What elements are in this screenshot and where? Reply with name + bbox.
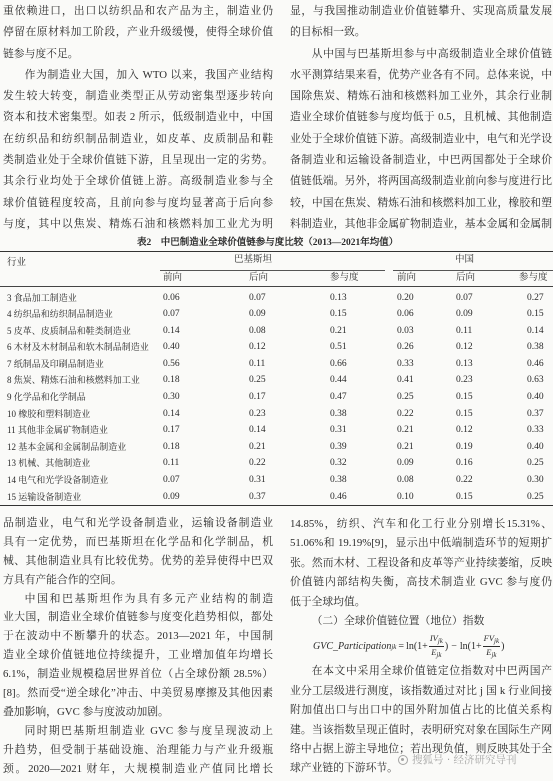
text-line: 球产业链的下游环节。 bbox=[290, 762, 398, 775]
sohu-logo-icon bbox=[398, 755, 408, 765]
pakistan-value-cell: 0.11 bbox=[249, 358, 266, 369]
industry-label: 10 橡胶和塑料制造业 bbox=[7, 408, 91, 419]
pakistan-value-cell: 0.08 bbox=[249, 325, 266, 336]
china-group-header bbox=[389, 252, 553, 271]
pakistan-value-cell: 0.07 bbox=[249, 292, 266, 303]
industry-label: 11 其他非金属矿物制造业 bbox=[7, 425, 108, 436]
formula-close: ) bbox=[501, 641, 505, 653]
formula-num-fv: FV bbox=[483, 633, 495, 644]
china-value-cell: 0.06 bbox=[397, 309, 414, 320]
pakistan-value-cell: 0.17 bbox=[249, 392, 266, 403]
table-row bbox=[0, 323, 553, 340]
table-row bbox=[0, 306, 553, 323]
paragraph bbox=[290, 1, 552, 44]
pakistan-value-cell: 0.21 bbox=[249, 441, 266, 452]
formula-fraction-fv bbox=[483, 633, 500, 660]
text-line: 方具有产能合作的空间。 bbox=[3, 573, 122, 586]
text-line: 的目标相一致。 bbox=[290, 26, 366, 39]
table-header-row bbox=[0, 252, 553, 271]
industry-label: 6 木材及木材制品和软木制品制造业 bbox=[7, 342, 149, 353]
pakistan-forward-header: 前向 bbox=[155, 271, 241, 287]
china-value-cell: 0.63 bbox=[527, 375, 544, 386]
industry-label: 8 焦炭、精炼石油和核燃料加工业 bbox=[7, 375, 140, 386]
industry-header: 行业 bbox=[7, 257, 27, 268]
industry-label: 12 基本金属和金属制品制造业 bbox=[7, 441, 127, 452]
watermark bbox=[398, 752, 517, 767]
text-line: 从中国与巴基斯坦参与中高级制造业全球价值链 bbox=[311, 47, 552, 60]
pakistan-value-cell: 0.40 bbox=[163, 342, 180, 353]
text-line: 械、其他制造业具有比较优势。优势的差异使得中巴双 bbox=[3, 554, 273, 567]
china-value-cell: 0.46 bbox=[527, 358, 544, 369]
pakistan-value-cell: 0.39 bbox=[330, 441, 347, 452]
pakistan-value-cell: 0.09 bbox=[249, 309, 266, 320]
paragraph bbox=[3, 514, 273, 590]
pakistan-value-cell: 0.09 bbox=[163, 491, 180, 502]
china-value-cell: 0.33 bbox=[527, 425, 544, 436]
paragraph bbox=[3, 65, 273, 235]
text-line: 作为制造业大国，加入 WTO 以来，我国产业结构 bbox=[24, 68, 273, 81]
text-line: 叠加影响，GVC 参与度波动加剧。 bbox=[3, 705, 169, 718]
pakistan-value-cell: 0.46 bbox=[330, 491, 347, 502]
pakistan-value-cell: 0.31 bbox=[330, 425, 347, 436]
text-line: 备制造业和运输设备制造业，中巴两国都处于全球价 bbox=[290, 154, 552, 167]
participation-table bbox=[0, 251, 553, 506]
china-value-cell: 0.33 bbox=[397, 358, 414, 369]
pakistan-value-cell: 0.11 bbox=[163, 458, 180, 469]
table-row bbox=[0, 290, 553, 307]
text-line: 链参与度不足。 bbox=[3, 47, 79, 60]
text-line: 停留在原材料加工阶段，产业升级缓慢，使得全球价值 bbox=[3, 26, 273, 39]
formula-sub: jk bbox=[391, 642, 397, 651]
bottom-left-column bbox=[3, 514, 273, 778]
china-value-cell: 0.09 bbox=[456, 309, 473, 320]
formula-den-e: E bbox=[431, 647, 437, 658]
pakistan-value-cell: 0.17 bbox=[163, 425, 180, 436]
pakistan-value-cell: 0.14 bbox=[249, 425, 266, 436]
china-value-cell: 0.12 bbox=[456, 425, 473, 436]
text-line: 业大国，制造业全球价值链参与度变化趋势相似，都处 bbox=[3, 611, 273, 624]
china-value-cell: 0.10 bbox=[397, 491, 414, 502]
formula-sub: jk bbox=[494, 637, 500, 646]
text-line: 张。然而木材、工程设备和皮革等产业持续萎缩，反映 bbox=[290, 556, 552, 569]
text-line: 重依赖进口，出口以纺织品和农产品为主，制造业仍 bbox=[3, 5, 273, 17]
china-group-label: 中国 bbox=[393, 253, 553, 271]
text-line: 14.85%，纺织、汽车和化工行业分别增长15.31%、 bbox=[290, 518, 552, 530]
china-value-cell: 0.13 bbox=[456, 358, 473, 369]
text-line: 建。当该指数呈现正值时，表明研究对象在国际生产网 bbox=[290, 723, 552, 736]
text-line: 其余行业均处于全球价值链上游。高级制造业参与全 bbox=[3, 175, 273, 188]
industry-subheader-empty bbox=[0, 271, 155, 287]
text-line: 业处于全球价值链下游。高级制造业中，电气和光学设 bbox=[290, 132, 552, 145]
china-value-cell: 0.27 bbox=[527, 292, 544, 303]
pakistan-value-cell: 0.37 bbox=[249, 491, 266, 502]
china-value-cell: 0.38 bbox=[527, 342, 544, 353]
pakistan-value-cell: 0.31 bbox=[249, 475, 266, 486]
pakistan-value-cell: 0.32 bbox=[330, 458, 347, 469]
china-value-cell: 0.07 bbox=[456, 292, 473, 303]
text-line: 6.1%，制造业规模稳居世界首位（占全球份额 28.5%） bbox=[3, 668, 273, 681]
paragraph bbox=[3, 1, 273, 65]
paragraph bbox=[3, 590, 273, 722]
china-value-cell: 0.22 bbox=[397, 408, 414, 419]
bottom-right-text-a bbox=[290, 515, 552, 612]
industry-label: 13 机械、其他制造业 bbox=[7, 458, 91, 469]
china-value-cell: 0.40 bbox=[527, 441, 544, 452]
china-value-cell: 0.09 bbox=[397, 458, 414, 469]
table-row bbox=[0, 489, 553, 506]
industry-label: 15 运输设备制造业 bbox=[7, 491, 82, 502]
text-line: 值链低端。另外，将两国高级制造业前向参与度进行比 bbox=[290, 175, 552, 188]
formula-sub: jk bbox=[491, 651, 497, 660]
top-right-column bbox=[290, 1, 552, 235]
industry-label: 5 皮革、皮质制品和鞋类制造业 bbox=[7, 325, 131, 336]
paragraph bbox=[3, 722, 273, 779]
formula-sub: jk bbox=[436, 651, 442, 660]
table-row bbox=[0, 389, 553, 406]
text-line: 价值链内部结构失衡，高技术制造业 GVC 参与度仍 bbox=[290, 576, 552, 589]
industry-label: 3 食品加工制造业 bbox=[7, 292, 77, 303]
china-value-cell: 0.11 bbox=[456, 325, 473, 336]
pakistan-value-cell: 0.18 bbox=[163, 441, 180, 452]
pakistan-value-cell: 0.38 bbox=[330, 408, 347, 419]
china-value-cell: 0.41 bbox=[397, 375, 414, 386]
china-value-cell: 0.03 bbox=[397, 325, 414, 336]
china-value-cell: 0.15 bbox=[456, 392, 473, 403]
text-line: 附加值出口与出口中的国外附加值占比的比值关系构 bbox=[290, 704, 552, 717]
table-row bbox=[0, 472, 553, 489]
pakistan-value-cell: 0.66 bbox=[330, 358, 347, 369]
pakistan-value-cell: 0.06 bbox=[163, 292, 180, 303]
table-caption: 表2 中巴制造业全球价值链参与度比较（2013—2021年均值） bbox=[137, 238, 399, 248]
china-value-cell: 0.12 bbox=[456, 342, 473, 353]
china-value-cell: 0.26 bbox=[397, 342, 414, 353]
pakistan-value-cell: 0.44 bbox=[330, 375, 347, 386]
table-row bbox=[0, 406, 553, 423]
pakistan-value-cell: 0.25 bbox=[249, 375, 266, 386]
pakistan-value-cell: 0.13 bbox=[330, 292, 347, 303]
formula-sub: jk bbox=[437, 637, 443, 646]
text-line: 于在波动中不断攀升的状态。2013—2021 年，中国制 bbox=[3, 630, 273, 643]
paragraph bbox=[290, 515, 552, 612]
text-line: 低于全球均值。 bbox=[290, 595, 366, 608]
pakistan-value-cell: 0.51 bbox=[330, 342, 347, 353]
table-subheader-row bbox=[0, 271, 553, 287]
text-line: 水平测算结果来看，优势产业各有不同。总体来说，中 bbox=[290, 68, 552, 81]
pakistan-value-cell: 0.14 bbox=[163, 408, 180, 419]
pakistan-value-cell: 0.18 bbox=[163, 375, 180, 386]
table-body bbox=[0, 287, 553, 506]
text-line: 具有一定优势，而巴基斯坦在化学品和化学制品，机 bbox=[3, 535, 273, 548]
formula-equals: = bbox=[398, 641, 405, 653]
text-line: 类制造业处于全球价值链下游，且呈现出一定的劣势。 bbox=[3, 154, 273, 167]
pakistan-value-cell: 0.30 bbox=[163, 392, 180, 403]
pakistan-value-cell: 0.38 bbox=[330, 475, 347, 486]
china-value-cell: 0.08 bbox=[397, 475, 414, 486]
pakistan-value-cell: 0.56 bbox=[163, 358, 180, 369]
pakistan-value-cell: 0.22 bbox=[249, 458, 266, 469]
text-line: 业分工层级进行测度，该指数通过对比 j 国 k 行业间接 bbox=[290, 684, 552, 697]
section-heading: （二）全球价值链位置（地位）指数 bbox=[311, 614, 485, 627]
china-value-cell: 0.14 bbox=[527, 325, 544, 336]
china-value-cell: 0.20 bbox=[397, 292, 414, 303]
text-line: [8]。然而受“逆全球化”冲击、中美贸易摩擦及其他因素 bbox=[3, 687, 273, 700]
text-line: 在纺织品和纺织制品制造业，如皮革、皮质制品和鞋 bbox=[3, 132, 273, 145]
pakistan-value-cell: 0.14 bbox=[163, 325, 180, 336]
text-line: 品制造业，电气和光学设备制造业，运输设备制造业 bbox=[3, 517, 273, 529]
china-participation-header: 参与度 bbox=[519, 271, 553, 287]
text-line: 在本文中采用全球价值链定位指数对中巴两国产 bbox=[311, 665, 552, 678]
pakistan-group-header bbox=[155, 252, 389, 271]
formula-ln: ln bbox=[406, 641, 414, 653]
china-value-cell: 0.37 bbox=[527, 408, 544, 419]
text-line: 球价值链程度较高，且前向参与度均显著高于后向参 bbox=[3, 196, 273, 209]
text-line: 造业全球价值链地位持续提升，工业增加值年均增长 bbox=[3, 649, 273, 662]
table-row bbox=[0, 439, 553, 456]
text-line: 51.06%和 19.19%[9]，显示出中低端制造环节的短期扩 bbox=[290, 537, 552, 550]
formula-close: ) bbox=[444, 641, 449, 653]
china-value-cell: 0.25 bbox=[397, 392, 414, 403]
china-backward-header: 后向 bbox=[448, 271, 519, 287]
bottom-right-column bbox=[290, 515, 552, 779]
pakistan-value-cell: 0.07 bbox=[163, 309, 180, 320]
formula-fraction-iv bbox=[429, 633, 444, 660]
formula-open: (1+ bbox=[413, 641, 428, 653]
text-line: 国除焦炭、精炼石油和核燃料加工业外，其余行业制 bbox=[290, 90, 552, 103]
text-line: 络中占据上游主导地位；若出现负值，则反映其处于全 bbox=[290, 742, 552, 755]
industry-label: 7 纸制品及印刷品制造业 bbox=[7, 358, 104, 369]
china-value-cell: 0.30 bbox=[527, 475, 544, 486]
text-line: 颈。2020—2021 财年，大规模制造业产值同比增长 bbox=[3, 762, 273, 775]
china-value-cell: 0.22 bbox=[456, 475, 473, 486]
pakistan-value-cell: 0.23 bbox=[249, 408, 266, 419]
paragraph bbox=[290, 44, 552, 236]
industry-label: 14 电气和光学设备制造业 bbox=[7, 475, 109, 486]
formula-lhs: GVC_Participation bbox=[313, 641, 392, 653]
top-left-column bbox=[3, 1, 273, 235]
china-value-cell: 0.15 bbox=[456, 491, 473, 502]
table-row bbox=[0, 339, 553, 356]
china-value-cell: 0.19 bbox=[456, 441, 473, 452]
china-value-cell: 0.25 bbox=[527, 491, 544, 502]
china-value-cell: 0.40 bbox=[527, 392, 544, 403]
formula-minus: − bbox=[451, 641, 457, 653]
watermark-text: 搜狐号 · 经济研究导刊 bbox=[412, 754, 517, 766]
text-line: 造业全球价值链参与度均低于 0.5，且机械、其他制造 bbox=[290, 111, 552, 124]
china-value-cell: 0.15 bbox=[456, 408, 473, 419]
pakistan-value-cell: 0.47 bbox=[330, 392, 347, 403]
pakistan-group-label: 巴基斯坦 bbox=[160, 253, 385, 271]
text-line: 同时期巴基斯坦制造业 GVC 参与度呈现波动上 bbox=[24, 724, 273, 737]
text-line: 中国和巴基斯坦作为具有多元产业结构的制造 bbox=[24, 592, 273, 605]
formula-ln: ln bbox=[459, 641, 468, 653]
text-line: 显，与我国推动制造业价值链攀升、实现高质量发展 bbox=[290, 5, 552, 17]
pakistan-participation-header: 参与度 bbox=[322, 271, 389, 287]
text-line: 与度，其中以焦炭、精炼石油和核燃料加工业尤为明 bbox=[3, 217, 273, 230]
pakistan-value-cell: 0.12 bbox=[249, 342, 266, 353]
table-row bbox=[0, 455, 553, 472]
table-row bbox=[0, 372, 553, 389]
china-value-cell: 0.21 bbox=[397, 425, 414, 436]
pakistan-backward-header: 后向 bbox=[241, 271, 322, 287]
china-value-cell: 0.21 bbox=[397, 441, 414, 452]
pakistan-value-cell: 0.15 bbox=[330, 309, 347, 320]
text-line: 较，中国在焦炭、精炼石油和核燃料加工业，橡胶和塑 bbox=[290, 196, 552, 209]
industry-label: 9 化学品和化学制品 bbox=[7, 392, 86, 403]
text-line: 料制造业，其他非金属矿物制造业，基本金属和金属制 bbox=[290, 217, 552, 230]
table-row bbox=[0, 422, 553, 439]
table-row bbox=[0, 356, 553, 373]
pakistan-value-cell: 0.07 bbox=[163, 475, 180, 486]
china-value-cell: 0.16 bbox=[456, 458, 473, 469]
text-line: 发生较大转变，制造业类型正从劳动密集型逐步转向 bbox=[3, 90, 273, 103]
formula-den-e: E bbox=[486, 647, 492, 658]
formula bbox=[290, 631, 552, 662]
text-line: 升趋势，但受制于基础设施、治理能力与产业升级瓶 bbox=[3, 743, 273, 756]
china-value-cell: 0.25 bbox=[527, 458, 544, 469]
china-forward-header: 前向 bbox=[389, 271, 448, 287]
china-value-cell: 0.23 bbox=[456, 375, 473, 386]
china-value-cell: 0.15 bbox=[527, 309, 544, 320]
text-line: 资本和技术密集型。如表 2 所示，低级制造业中，中国 bbox=[3, 111, 273, 124]
formula-open: (1+ bbox=[467, 641, 482, 653]
pakistan-value-cell: 0.21 bbox=[330, 325, 347, 336]
formula-num-iv: IV bbox=[429, 633, 438, 644]
industry-label: 4 纺织品和纺织制品制造业 bbox=[7, 309, 113, 320]
